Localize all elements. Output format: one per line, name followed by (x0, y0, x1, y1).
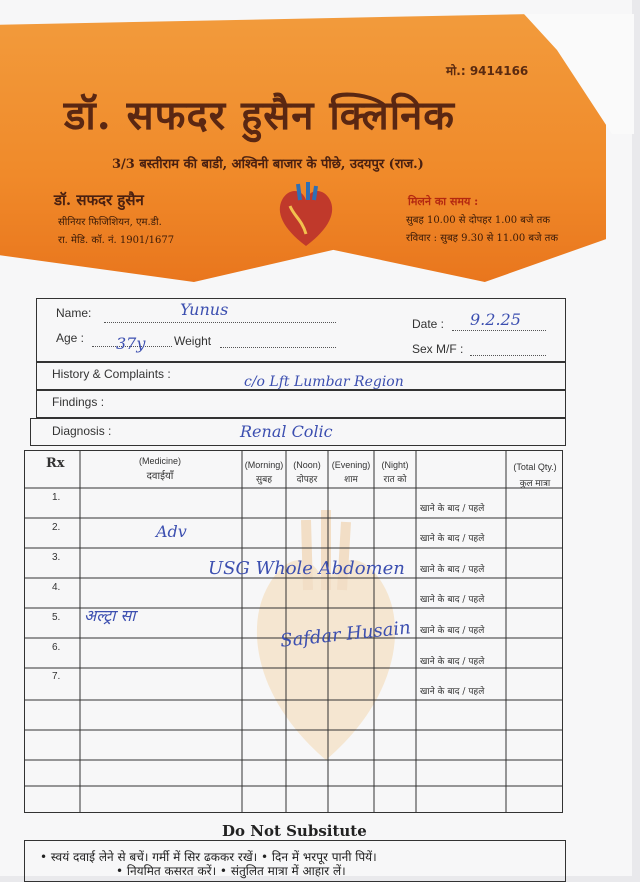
row-number: 5. (52, 612, 61, 623)
age-label: Age : (56, 331, 85, 345)
do-not-substitute: Do Not Subsitute (222, 822, 367, 840)
name-value: Yunus (180, 300, 229, 319)
row-number: 1. (52, 492, 61, 503)
col-total-hi: कुल मात्रा (519, 478, 551, 488)
after-before-meal: खाने के बाद / पहले (420, 565, 485, 575)
doctor-signature: Safdar Husain (279, 617, 412, 652)
col-noon-hi: दोपहर (296, 474, 318, 484)
after-before-meal: खाने के बाद / पहले (420, 595, 485, 605)
row-number: 2. (52, 522, 61, 533)
col-evening: (Evening) (331, 460, 371, 470)
row-number: 6. (52, 642, 61, 653)
sex-label: Sex M/F : (412, 342, 464, 356)
timing-weekday: सुबह 10.00 से दोपहर 1.00 बजे तक (406, 215, 550, 226)
diagnosis-value: Renal Colic (240, 422, 333, 441)
after-before-meal: खाने के बाद / पहले (420, 657, 485, 667)
handwritten-hindi-note: अल्ट्रा सा (84, 606, 136, 625)
handwritten-adv: Adv (156, 522, 187, 541)
after-before-meal: खाने के बाद / पहले (420, 504, 485, 514)
col-morning: (Morning) (244, 460, 284, 470)
registration-number: रा. मेडि. कॉ. नं. 1901/1677 (58, 235, 175, 246)
clinic-address: 3/3 बस्तीराम की बाडी, अश्विनी बाजार के पीछे, उदयपुर (राज.) (112, 157, 424, 172)
advice-line-2: • नियमित कसरत करें। • संतुलित मात्रा में आहार लें। (116, 864, 346, 878)
col-medicine: (Medicine) (138, 456, 181, 466)
advice-line-1: • स्वयं दवाई लेने से बचें। गर्मी में सिर ढककर रखें। • दिन में भरपूर पानी पियें। (40, 850, 377, 864)
col-evening-hi: शाम (344, 474, 358, 484)
age-value: 37y (116, 334, 146, 353)
weight-line (220, 347, 336, 348)
row-number: 3. (52, 552, 61, 563)
col-morning-hi: सुबह (255, 474, 272, 484)
clinic-name: डॉ. सफदर हुसैन क्लिनिक (64, 92, 455, 139)
doctor-qualification: सीनियर फिजिशियन, एम.डी. (58, 217, 162, 228)
date-label: Date : (412, 317, 445, 331)
row-number: 4. (52, 582, 61, 593)
after-before-meal: खाने के बाद / पहले (420, 534, 485, 544)
rx-symbol: Rx (46, 456, 65, 471)
findings-label: Findings : (52, 395, 105, 409)
weight-label: Weight (174, 334, 212, 348)
timing-title: मिलने का समय : (408, 195, 479, 208)
col-night-hi: रात को (383, 474, 407, 484)
findings-box (36, 390, 566, 418)
col-total: (Total Qty.) (513, 462, 557, 472)
col-noon: (Noon) (293, 460, 321, 470)
col-medicine-hi: दवाईयाँ (146, 471, 174, 482)
handwritten-usg: USG Whole Abdomen (208, 558, 405, 579)
history-label: History & Complaints : (52, 367, 171, 381)
diagnosis-label: Diagnosis : (52, 424, 112, 438)
col-night: (Night) (381, 460, 409, 470)
after-before-meal: खाने के बाद / पहले (420, 687, 485, 697)
after-before-meal: खाने के बाद / पहले (420, 626, 485, 636)
heart-logo-icon (272, 176, 340, 252)
date-line (452, 330, 546, 331)
timing-sunday: रविवार : सुबह 9.30 से 11.00 बजे तक (406, 233, 559, 244)
date-value: 9.2.25 (470, 310, 521, 329)
row-number: 7. (52, 671, 61, 682)
sex-line (470, 355, 546, 356)
history-value: c/o Lft Lumbar Region (244, 374, 404, 390)
name-line (104, 322, 336, 323)
mobile-number: मो.: 9414166 (446, 64, 529, 78)
doctor-name: डॉ. सफदर हुसैन (54, 191, 144, 209)
name-label: Name: (56, 306, 92, 320)
